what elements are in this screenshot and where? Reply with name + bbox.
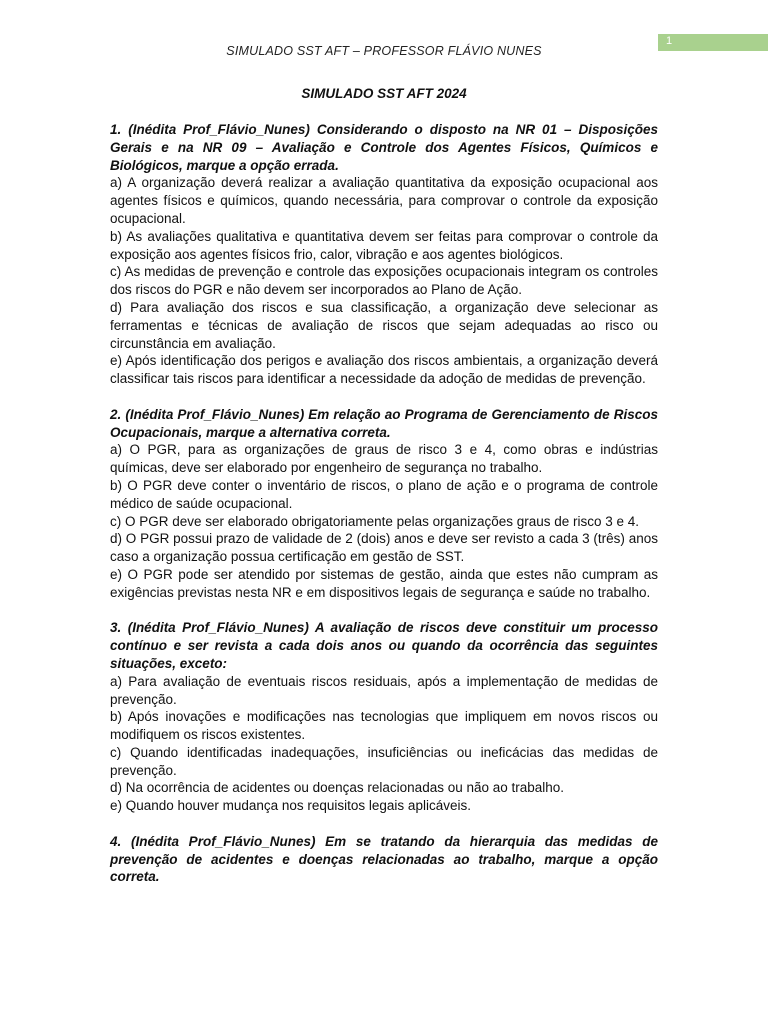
question-3 xyxy=(110,619,658,815)
question-4 xyxy=(110,833,658,886)
page-number-badge xyxy=(658,34,768,51)
question-stem: 4. (Inédita Prof_Flávio_Nunes) Em se tratando da hierarquia das medidas de prevenção de acidentes e doenças relacionadas ao trabalho, marque a opção correta. xyxy=(110,833,658,885)
option-a: a) O PGR, para as organizações de graus de risco 3 e 4, como obras e indústrias químicas, deve ser elaborado por engenheiro de segurança no trabalho. xyxy=(110,442,658,476)
question-stem: 1. (Inédita Prof_Flávio_Nunes) Considerando o disposto na NR 01 – Disposições Gerais e na NR 09 – Avaliação e Controle dos Agentes Físicos, Químicos e Biológicos, marque a opção errada. xyxy=(110,122,658,173)
option-a: a) A organização deverá realizar a avaliação quantitativa da exposição ocupacional aos agentes físicos e químicos, quando necessária, para comprovar o controle da exposição ocupacional. xyxy=(110,175,658,226)
option-d: d) Para avaliação dos riscos e sua classificação, a organização deve selecionar as ferramentas e técnicas de avaliação de riscos que sejam adequadas ao risco ou circunstância em avaliação. xyxy=(110,299,658,351)
question-2 xyxy=(110,406,658,602)
option-e: e) O PGR pode ser atendido por sistemas de gestão, ainda que estes não cumpram as exigências previstas nesta NR e em dispositivos legais de segurança e saúde no trabalho. xyxy=(110,566,658,600)
option-e: e) Quando houver mudança nos requisitos legais aplicáveis. xyxy=(110,798,471,814)
question-1 xyxy=(110,121,658,388)
option-e: e) Após identificação dos perigos e avaliação dos riscos ambientais, a organização deverá classificar tais riscos para identificar a necessidade da adoção de medidas de prevenção. xyxy=(110,353,658,387)
question-list xyxy=(110,121,658,904)
running-header: SIMULADO SST AFT – PROFESSOR FLÁVIO NUNES xyxy=(226,44,542,58)
option-b: b) O PGR deve conter o inventário de riscos, o plano de ação e o programa de controle médico de saúde ocupacional. xyxy=(110,477,658,511)
option-c: c) O PGR deve ser elaborado obrigatoriamente pelas organizações graus de risco 3 e 4. xyxy=(110,513,640,529)
document-title: SIMULADO SST AFT 2024 xyxy=(301,86,467,101)
option-d: d) O PGR possui prazo de validade de 2 (dois) anos e deve ser revisto a cada 3 (três) anos caso a organização possua certificação em gestão de SST. xyxy=(110,531,658,565)
option-c: c) As medidas de prevenção e controle das exposições ocupacionais integram os controles dos riscos do PGR e não devem ser incorporados ao Plano de Ação. xyxy=(110,264,658,298)
option-c: c) Quando identificadas inadequações, insuficiências ou ineficácias das medidas de prevenção. xyxy=(110,744,658,778)
option-a: a) Para avaliação de eventuais riscos residuais, após a implementação de medidas de prevenção. xyxy=(110,673,658,707)
question-stem: 2. (Inédita Prof_Flávio_Nunes) Em relação ao Programa de Gerenciamento de Riscos Ocupacionais, marque a alternativa correta. xyxy=(110,406,658,440)
option-b: b) Após inovações e modificações nas tecnologias que impliquem em novos riscos ou modifiquem os riscos existentes. xyxy=(110,709,658,743)
option-b: b) As avaliações qualitativa e quantitativa devem ser feitas para comprovar o controle da exposição aos agentes físicos frio, calor, vibração e aos agentes biológicos. xyxy=(110,228,658,262)
option-d: d) Na ocorrência de acidentes ou doenças relacionadas ou não ao trabalho. xyxy=(110,780,565,796)
question-stem: 3. (Inédita Prof_Flávio_Nunes) A avaliação de riscos deve constituir um processo contínuo e ser revista a cada dois anos ou quando da ocorrência das seguintes situações, exceto: xyxy=(110,620,658,671)
page-number: 1 xyxy=(666,35,673,47)
